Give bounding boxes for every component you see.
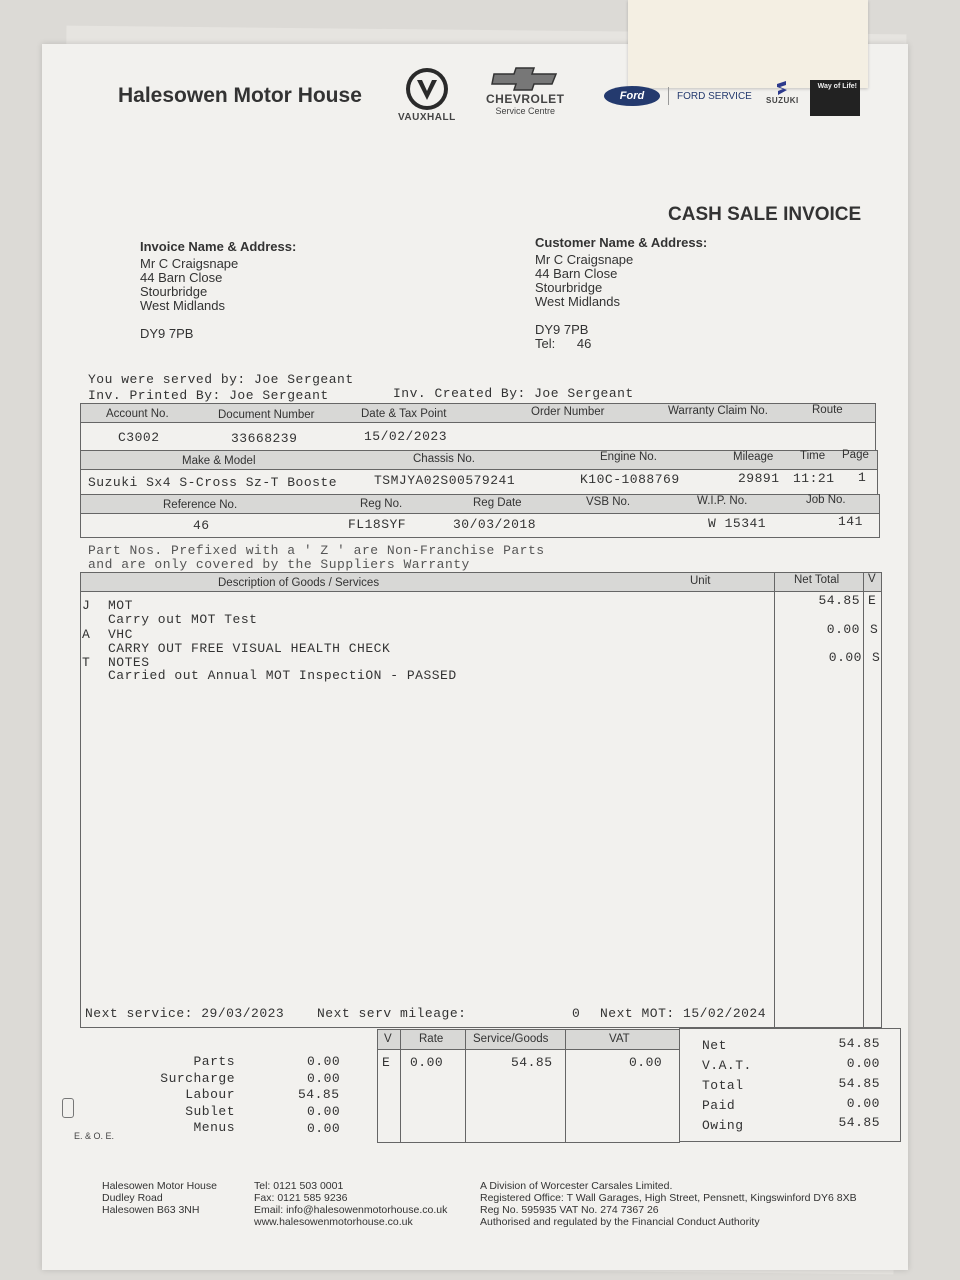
served-by: You were served by: Joe Sergeant	[88, 372, 354, 387]
reg-date-header: Reg Date	[473, 497, 522, 509]
suzuki-logo	[766, 80, 799, 105]
description-header: Description of Goods / Services	[218, 577, 380, 589]
invoice-address-block	[140, 239, 296, 341]
chevrolet-sub-label: Service Centre	[495, 106, 556, 116]
surcharge-value: 0.00	[307, 1071, 341, 1086]
footer-legal-line: Reg No. 595935 VAT No. 274 7367 26	[480, 1204, 659, 1216]
customer-postcode: DY9 7PB	[535, 322, 589, 337]
page-header: Page	[842, 449, 869, 461]
vauxhall-griffin-icon	[404, 66, 450, 112]
footer-legal-line: Registered Office: T Wall Garages, High Street, Pensnett, Kingswinford DY6 8XB	[480, 1192, 857, 1204]
line-description: Carry out MOT Test	[108, 612, 258, 627]
printed-by: Inv. Printed By: Joe Sergeant	[88, 388, 329, 403]
surcharge-label: Surcharge	[160, 1071, 235, 1086]
next-mot: Next MOT: 15/02/2024	[600, 1006, 767, 1021]
date-tax-point-header: Date & Tax Point	[361, 408, 447, 420]
line-description: Carried out Annual MOT InspectiON - PASSED	[108, 668, 457, 683]
customer-address-heading: Customer Name & Address:	[535, 235, 708, 250]
suzuki-tagline-box: Way of Life!	[810, 80, 860, 116]
vat-rate-value: 0.00	[410, 1055, 444, 1070]
time-header: Time	[800, 450, 826, 462]
line-net: 0.00	[826, 622, 860, 637]
total-value: 54.85	[838, 1076, 880, 1091]
reg-no-header: Reg No.	[360, 498, 403, 510]
sublet-value: 0.00	[307, 1104, 341, 1119]
parts-value: 0.00	[307, 1054, 341, 1069]
job-no-header: Job No.	[806, 494, 846, 506]
footer-legal-line: Authorised and regulated by the Financial Conduct Authority	[480, 1216, 760, 1228]
vat-amount-value: 0.00	[629, 1055, 663, 1070]
time-value: 11:21	[793, 471, 835, 486]
tel-value: 46	[576, 336, 592, 351]
vat-total-value: 0.00	[846, 1056, 880, 1071]
document-title: CASH SALE INVOICE	[668, 204, 862, 225]
vauxhall-label: VAUXHALL	[398, 112, 456, 123]
footer-fax: Fax: 0121 585 9236	[254, 1192, 348, 1204]
chevrolet-label: CHEVROLET	[486, 92, 565, 106]
vat-service-goods-header: Service/Goods	[473, 1033, 549, 1045]
order-number-header: Order Number	[531, 406, 605, 418]
ford-service-label: FORD SERVICE	[677, 90, 752, 102]
footer-address	[102, 1180, 217, 1216]
footer-contact	[254, 1180, 447, 1228]
eoe-label: E. & O. E.	[74, 1131, 115, 1141]
suzuki-s-icon	[774, 80, 790, 96]
line-description: CARRY OUT FREE VISUAL HEALTH CHECK	[108, 641, 391, 656]
invoice-postcode: DY9 7PB	[140, 326, 194, 341]
date-tax-point-value: 15/02/2023	[364, 429, 448, 444]
total-label: Total	[702, 1078, 744, 1093]
v-header: V	[868, 573, 876, 585]
net-label: Net	[702, 1038, 727, 1053]
menus-label: Menus	[193, 1120, 235, 1135]
mileage-header: Mileage	[733, 451, 774, 463]
sublet-label: Sublet	[185, 1104, 235, 1119]
vauxhall-logo	[398, 66, 456, 123]
line-code: J	[82, 598, 91, 613]
next-service: Next service: 29/03/2023	[85, 1006, 285, 1021]
account-no-header: Account No.	[106, 408, 169, 420]
chevrolet-logo	[486, 66, 565, 116]
vat-v-value: E	[382, 1055, 391, 1070]
line-vat-code: E	[868, 593, 877, 608]
footer-address-line: Halesowen B63 3NH	[102, 1204, 200, 1216]
wip-no-value: W 15341	[708, 516, 767, 531]
mileage-value: 29891	[738, 471, 780, 486]
paid-value: 0.00	[846, 1096, 880, 1111]
customer-address-line: West Midlands	[535, 294, 621, 309]
net-value: 54.85	[838, 1036, 880, 1051]
sticky-label	[628, 0, 868, 88]
chevrolet-bowtie-icon	[490, 66, 560, 92]
route-header: Route	[812, 404, 843, 416]
footer-address-line: Dudley Road	[102, 1192, 163, 1204]
line-vat-code: S	[870, 622, 879, 637]
vat-total-label: V.A.T.	[702, 1058, 752, 1073]
make-model-value: Suzuki Sx4 S-Cross Sz-T Booste	[88, 475, 338, 490]
parts-label: Parts	[193, 1054, 235, 1069]
line-net: 54.85	[818, 593, 860, 608]
next-serv-mileage-label: Next serv mileage:	[317, 1006, 467, 1021]
reference-no-header: Reference No.	[163, 499, 238, 511]
line-vat-code: S	[872, 650, 881, 665]
footer-legal-line: A Division of Worcester Carsales Limited.	[480, 1180, 673, 1192]
paid-label: Paid	[702, 1098, 736, 1113]
owing-label: Owing	[702, 1118, 744, 1133]
invoice-address-line: Mr C Craigsnape	[140, 256, 239, 271]
menus-value: 0.00	[307, 1121, 341, 1136]
line-net: 0.00	[828, 650, 862, 665]
unit-header: Unit	[690, 575, 711, 587]
engine-no-value: K10C-1088769	[580, 472, 680, 487]
warranty-claim-header: Warranty Claim No.	[668, 405, 768, 417]
vat-service-goods-value: 54.85	[511, 1055, 553, 1070]
reg-date-value: 30/03/2018	[453, 517, 537, 532]
next-serv-mileage-value: 0	[572, 1006, 581, 1021]
footer-email: Email: info@halesowenmotorhouse.co.uk	[254, 1204, 448, 1216]
invoice-address-heading: Invoice Name & Address:	[140, 239, 297, 254]
parts-note-line: and are only covered by the Suppliers Warranty	[88, 557, 470, 572]
vat-table	[377, 1029, 680, 1143]
ford-logo	[604, 86, 752, 106]
created-by: Inv. Created By: Joe Sergeant	[393, 386, 634, 401]
reference-no-value: 46	[193, 518, 210, 533]
chassis-no-value: TSMJYA02S00579241	[374, 473, 516, 488]
invoice-address-line: 44 Barn Close	[140, 270, 223, 285]
engine-no-header: Engine No.	[600, 451, 657, 463]
customer-address-block	[535, 235, 707, 351]
job-no-value: 141	[838, 514, 863, 529]
customer-address-line: 44 Barn Close	[535, 266, 618, 281]
labour-value: 54.85	[298, 1087, 340, 1102]
footer-address-line: Halesowen Motor House	[102, 1180, 217, 1192]
recycle-icon	[62, 1098, 74, 1118]
labour-label: Labour	[185, 1087, 235, 1102]
ford-oval-icon: Ford	[604, 86, 660, 106]
line-description: VHC	[108, 627, 133, 642]
suzuki-label: SUZUKI	[766, 96, 799, 105]
invoice-address-line: West Midlands	[140, 298, 226, 313]
account-no-value: C3002	[118, 430, 160, 445]
tel-label: Tel:	[535, 336, 556, 351]
page-value: 1	[858, 470, 867, 485]
footer-legal	[480, 1180, 857, 1228]
vat-rate-header: Rate	[419, 1033, 444, 1045]
owing-value: 54.85	[838, 1115, 880, 1130]
net-total-header: Net Total	[794, 574, 840, 586]
chassis-no-header: Chassis No.	[413, 453, 475, 465]
wip-no-header: W.I.P. No.	[697, 495, 748, 507]
vat-vat-header: VAT	[609, 1033, 630, 1045]
reg-no-value: FL18SYF	[348, 517, 407, 532]
customer-address-line: Mr C Craigsnape	[535, 252, 634, 267]
vsb-no-header: VSB No.	[586, 496, 631, 508]
document-number-header: Document Number	[218, 409, 315, 421]
parts-note-line: Part Nos. Prefixed with a ' Z ' are Non-Franchise Parts	[88, 543, 545, 558]
invoice-address-line: Stourbridge	[140, 284, 208, 299]
line-description: MOT	[108, 598, 133, 613]
customer-address-line: Stourbridge	[535, 280, 603, 295]
line-code: A	[82, 627, 91, 642]
footer-website: www.halesowenmotorhouse.co.uk	[254, 1216, 413, 1228]
line-description: NOTES	[108, 655, 150, 670]
line-code: T	[82, 655, 91, 670]
company-name: Halesowen Motor House	[118, 84, 362, 107]
make-model-header: Make & Model	[182, 455, 256, 467]
footer-tel: Tel: 0121 503 0001	[254, 1180, 344, 1192]
document-number-value: 33668239	[231, 431, 298, 446]
vat-v-header: V	[384, 1033, 392, 1045]
